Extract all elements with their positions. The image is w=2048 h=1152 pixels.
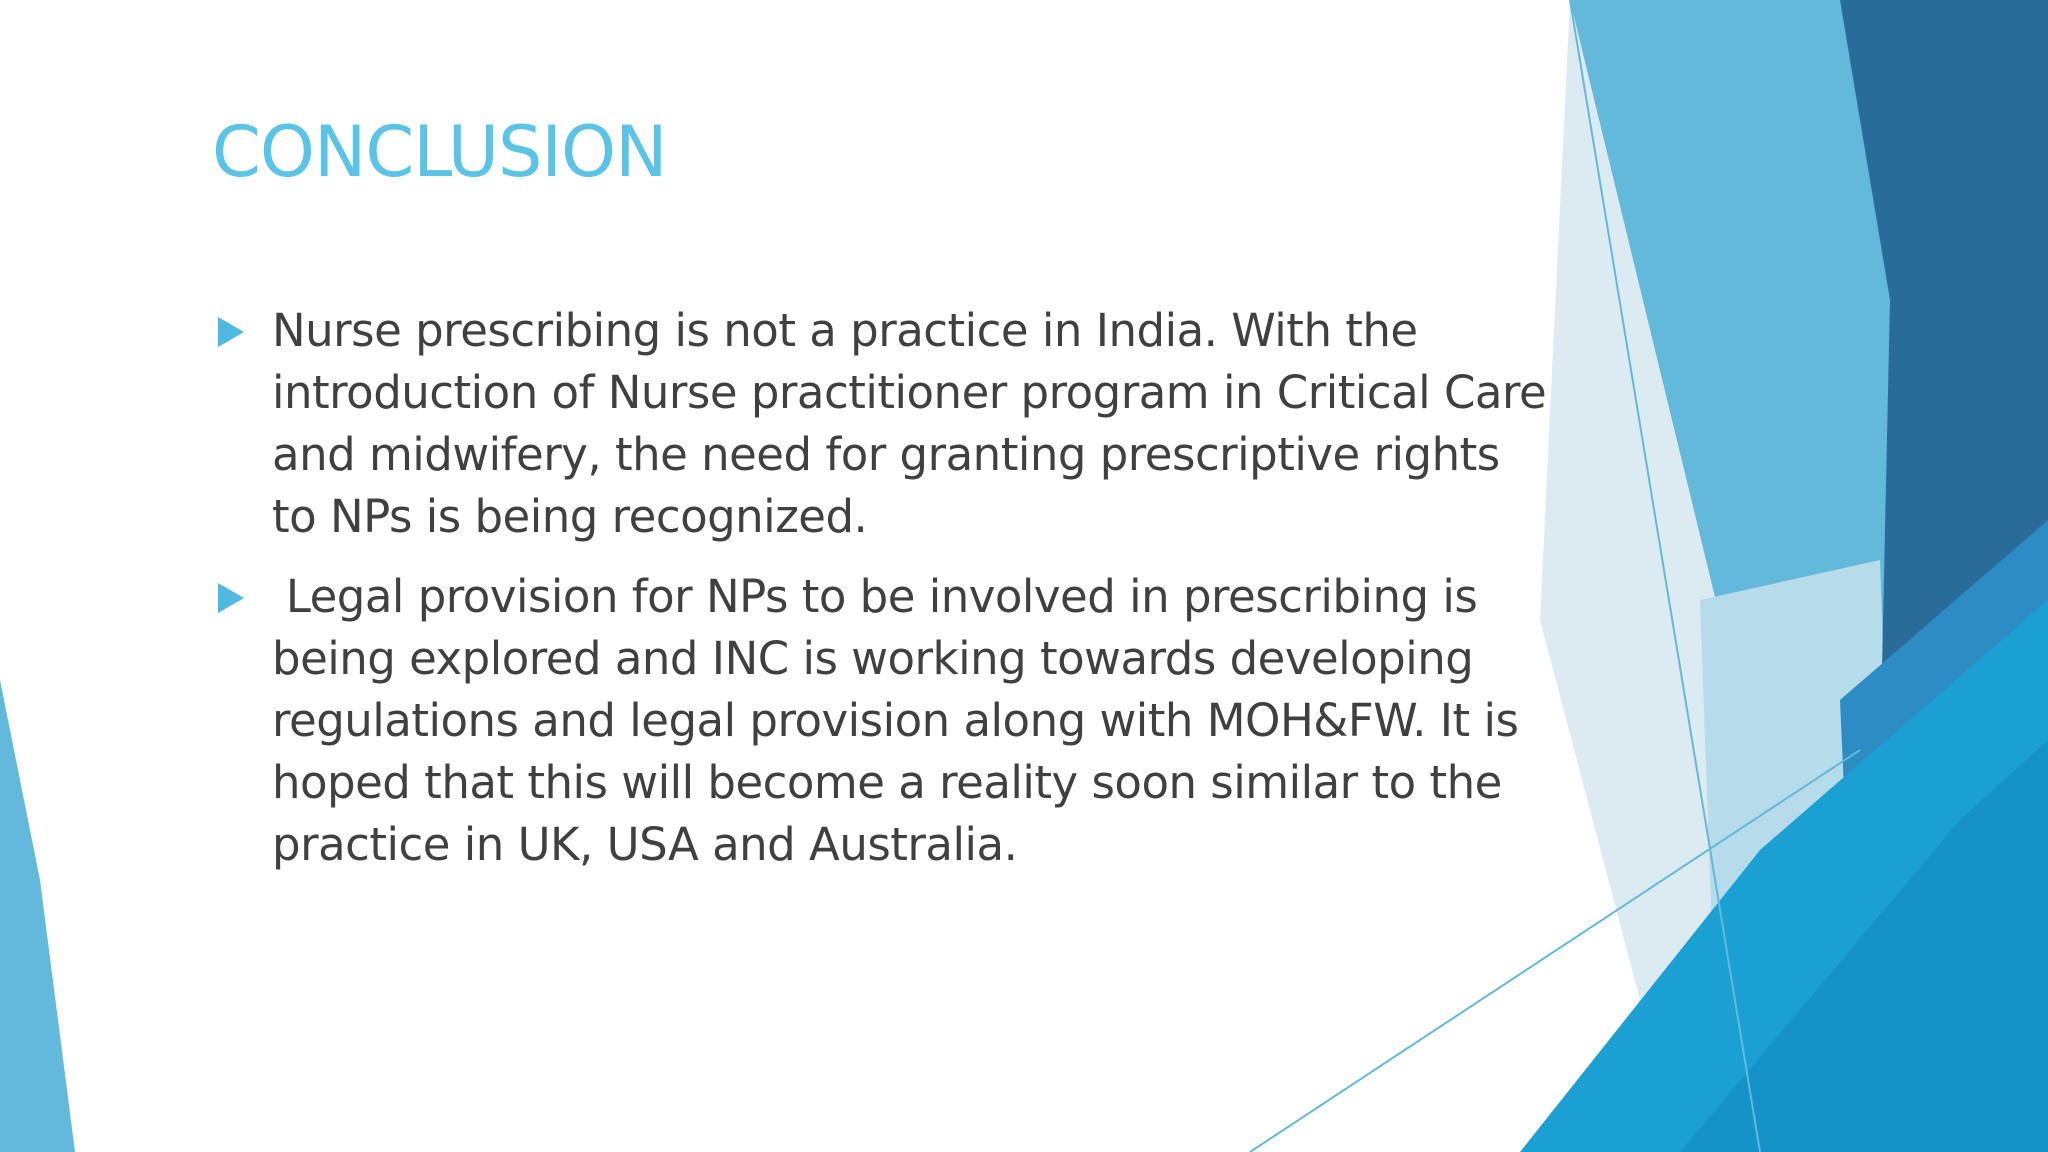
bullet-text: Legal provision for NPs to be involved in prescribing is being explored and INC is working towards developing regulations and legal provision along with MOH&FW. It is hoped that this will become a reality soon similar to the practice in UK, USA and Australia. (272, 570, 1533, 871)
slide-title: CONCLUSION (212, 111, 667, 193)
bullet-item (212, 300, 1552, 548)
bullet-item (212, 566, 1552, 876)
bullet-list (212, 300, 1552, 894)
triangle-bullet-icon (218, 583, 244, 613)
triangle-bullet-icon (218, 317, 244, 347)
decor-shape-left (0, 680, 75, 1152)
bullet-text: Nurse prescribing is not a practice in India. With the introduction of Nurse practitioner program in Critical Care and midwifery, the need for granting prescriptive rights to NPs is being recognized. (272, 304, 1547, 543)
